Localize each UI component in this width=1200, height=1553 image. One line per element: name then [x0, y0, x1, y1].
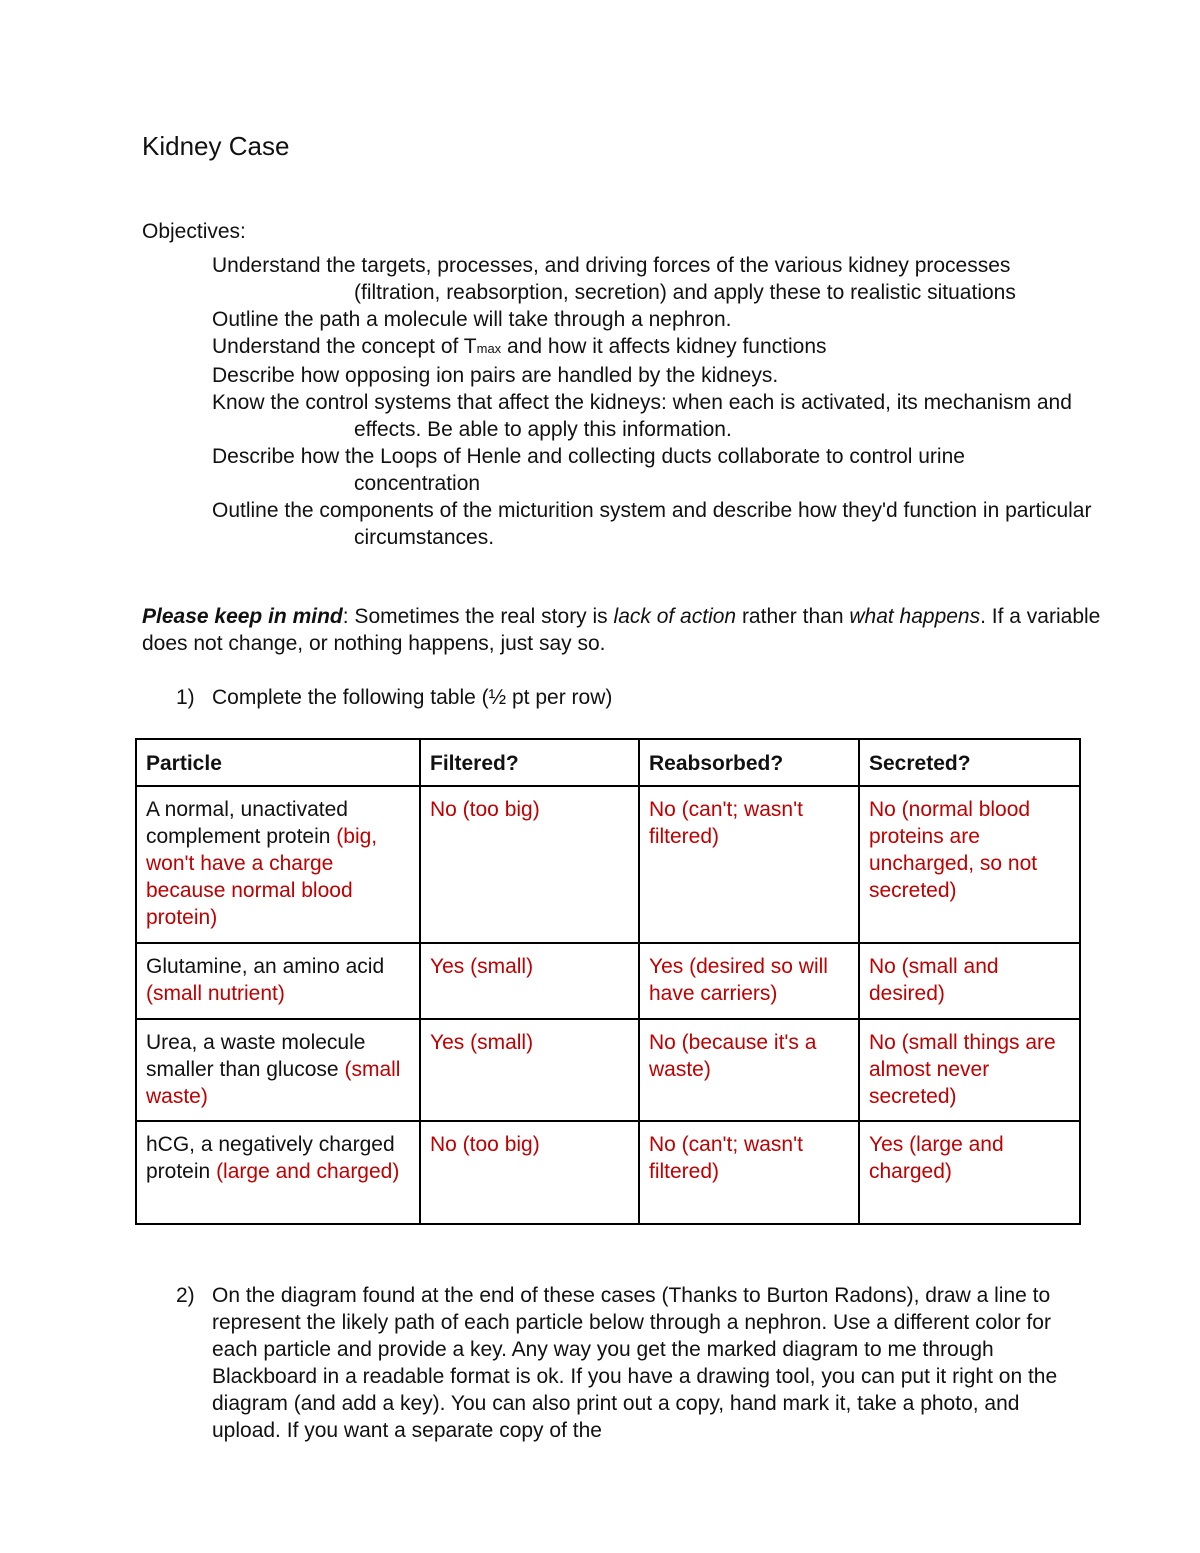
secreted-cell: Yes (large and charged) — [859, 1121, 1080, 1224]
column-header: Secreted? — [859, 739, 1080, 786]
particle-note: (big, won't have a charge because normal blood protein) — [146, 825, 378, 929]
table-row — [136, 1121, 1080, 1224]
secreted-cell: No (small things are almost never secreted) — [859, 1019, 1080, 1121]
filtered-cell: Yes (small) — [420, 943, 639, 1019]
table-header-row — [136, 739, 1080, 786]
reabsorbed-cell: No (can't; wasn't filtered) — [639, 1121, 859, 1224]
filtered-cell: Yes (small) — [420, 1019, 639, 1121]
table-row — [136, 786, 1080, 943]
particle-cell: Urea, a waste molecule smaller than glucose (small waste) — [136, 1019, 420, 1121]
particle-note: (large and charged) — [216, 1160, 400, 1183]
objective-item: Outline the path a molecule will take through a nephron. — [212, 308, 732, 331]
secreted-cell: No (normal blood proteins are uncharged, so not secreted) — [859, 786, 1080, 943]
particle-note: (small waste) — [146, 1058, 401, 1108]
reabsorbed-cell: No (because it's a waste) — [639, 1019, 859, 1121]
objective-item: Understand the targets, processes, and driving forces of the various kidney processes (filtration, reabsorption, secretion) and apply these to realistic situations — [212, 254, 1016, 304]
filtered-cell: No (too big) — [420, 786, 639, 943]
column-header: Particle — [136, 739, 420, 786]
reabsorbed-cell: Yes (desired so will have carriers) — [639, 943, 859, 1019]
objective-item: Outline the components of the micturition system and describe how they'd function in particular circumstances. — [212, 499, 1092, 549]
objective-item: Understand the concept of Tmax and how it affects kidney functions — [212, 335, 827, 358]
table-row — [136, 943, 1080, 1019]
question-number: 2) — [176, 1284, 195, 1307]
table-row — [136, 1019, 1080, 1121]
note-emphasis: Please keep in mind — [142, 605, 343, 628]
document-title: Kidney Case — [142, 131, 290, 161]
particle-cell: hCG, a negatively charged protein (large and charged) — [136, 1121, 420, 1224]
question-2 — [176, 1282, 1086, 1444]
objective-item: Know the control systems that affect the kidneys: when each is activated, its mechanism and effects. Be able to apply this information. — [212, 391, 1072, 441]
secreted-cell: No (small and desired) — [859, 943, 1080, 1019]
question-text: Complete the following table (½ pt per row) — [212, 686, 613, 709]
filtered-cell: No (too big) — [420, 1121, 639, 1224]
column-header: Filtered? — [420, 739, 639, 786]
objective-item: Describe how opposing ion pairs are handled by the kidneys. — [212, 364, 779, 387]
question-number: 1) — [176, 686, 195, 709]
particle-note: (small nutrient) — [146, 982, 285, 1005]
particle-cell: A normal, unactivated complement protein (big, won't have a charge because normal blood protein) — [136, 786, 420, 943]
objectives-label: Objectives: — [142, 220, 246, 243]
objective-item: Describe how the Loops of Henle and collecting ducts collaborate to control urine concentration — [212, 445, 965, 495]
tmax-subscript: max — [476, 341, 502, 356]
particle-table — [135, 738, 1081, 1225]
question-1 — [176, 684, 1086, 711]
column-header: Reabsorbed? — [639, 739, 859, 786]
objectives-list — [142, 252, 1092, 551]
question-text: On the diagram found at the end of these cases (Thanks to Burton Radons), draw a line to represent the likely path of each particle below through a nephron. Use a different color for each particle and provide a key. Any way you get the marked diagram to me through Blackboard in a readable format is ok. If you have a drawing tool, you can put it right on the diagram (and add a key). You can also print out a copy, hand mark it, take a photo, and upload. If you want a separate copy of the — [212, 1284, 1058, 1442]
particle-cell: Glutamine, an amino acid (small nutrient) — [136, 943, 420, 1019]
reabsorbed-cell: No (can't; wasn't filtered) — [639, 786, 859, 943]
keep-in-mind-note: Please keep in mind: Sometimes the real story is lack of action rather than what happens. If a variable does not change, or nothing happens, just say so. — [142, 605, 1101, 655]
